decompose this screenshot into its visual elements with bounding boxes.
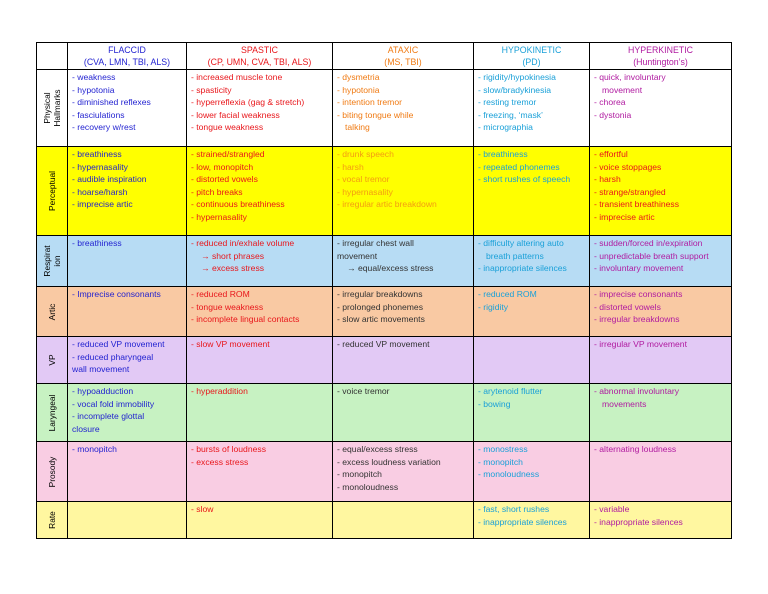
list-item: - vocal fold immobility [72, 398, 155, 409]
list-item: movement [337, 250, 378, 261]
cell-vp-hypo [474, 337, 590, 384]
list-item: - short rushes of speech [478, 174, 571, 185]
list-item: - biting tongue while [337, 109, 414, 120]
row-laryngeal [37, 384, 732, 442]
cell-laryngeal-flaccid [68, 384, 187, 442]
list-item: - breathiness [72, 238, 122, 248]
list-item: - reduced pharyngeal [72, 351, 154, 362]
list-item: - freezing, ‘mask’ [478, 109, 543, 120]
row-label-rate-1: Rate [47, 511, 57, 529]
list-item: - dystonia [594, 109, 632, 120]
list-item: - rigidity/hypokinesia [478, 72, 556, 82]
row-label-rate [37, 502, 68, 539]
list-item: - hypoadduction [72, 386, 134, 396]
header-ataxic [333, 43, 474, 70]
list-item: - hypernasality [72, 161, 128, 172]
row-label-artic [37, 287, 68, 337]
list-item: - hyperaddition [191, 386, 248, 396]
cell-artic-spastic [187, 287, 333, 337]
list-item: - tongue weakness [191, 301, 264, 312]
cell-perceptual-flaccid [68, 147, 187, 236]
row-label-vp-1: VP [47, 354, 57, 366]
list-item: - reduced in/exhale volume [191, 238, 295, 248]
list-item: - harsh [594, 174, 621, 185]
cell-respiration-hypo [474, 236, 590, 287]
list-item: - fasciulations [72, 109, 125, 120]
list-item: talking [345, 122, 370, 133]
list-item: - excess loudness variation [337, 456, 441, 467]
row-artic [37, 287, 732, 337]
list-item: - resting tremor [478, 97, 537, 108]
list-item: - abnormal involuntary [594, 386, 680, 396]
list-item: - strained/strangled [191, 149, 265, 159]
list-item: - imprecise artic [594, 211, 655, 222]
list-item: - micrographia [478, 122, 533, 133]
list-item: - slow [191, 504, 214, 514]
row-label-prosody [37, 442, 68, 502]
row-label-laryngeal-1: Laryngeal [47, 394, 57, 431]
row-label-artic-1: Artic [47, 303, 57, 320]
list-item: - voice stoppages [594, 161, 662, 172]
header-ataxic-title: ATAXIC [387, 45, 419, 55]
cell-laryngeal-spastic [187, 384, 333, 442]
list-item: movements [602, 398, 647, 409]
list-item: - intention tremor [337, 97, 402, 108]
cell-artic-hypo [474, 287, 590, 337]
cell-perceptual-hypo [474, 147, 590, 236]
header-hypo-title: HYPOKINETIC [501, 45, 562, 55]
list-item: - fast, short rushes [478, 504, 550, 514]
list-item: - reduced ROM [191, 289, 250, 299]
list-item: - bowing [478, 398, 511, 409]
list-item: - quick, involuntary [594, 72, 666, 82]
list-item: - monopitch [72, 444, 117, 454]
list-item: - incomplete lingual contacts [191, 314, 300, 325]
list-item: - Imprecise consonants [72, 289, 161, 299]
list-item: - drunk speech [337, 149, 394, 159]
cell-physical-hyper [590, 70, 732, 147]
list-item: - reduced VP movement [337, 339, 430, 349]
list-item: - reduced VP movement [72, 339, 165, 349]
list-item: - hoarse/harsh [72, 186, 128, 197]
list-item: - voice tremor [337, 386, 390, 396]
cell-respiration-spastic [187, 236, 333, 287]
cell-physical-spastic [187, 70, 333, 147]
list-item: - low, monopitch [191, 161, 254, 172]
list-item: - transient breathiness [594, 199, 680, 210]
list-item: - harsh [337, 161, 364, 172]
header-hyper-title: HYPERKINETIC [627, 45, 693, 55]
list-item: - monoloudness [478, 469, 540, 480]
cell-perceptual-hyper [590, 147, 732, 236]
list-item: movement [602, 84, 643, 95]
header-ataxic-sub: (MS, TBI) [384, 57, 422, 67]
list-item: - irregular VP movement [594, 339, 687, 349]
list-item: - imprecise consonants [594, 289, 683, 299]
header-hypo-sub: (PD) [522, 57, 541, 67]
cell-vp-hyper [590, 337, 732, 384]
list-item: - dysmetria [337, 72, 380, 82]
cell-respiration-flaccid [68, 236, 187, 287]
list-item: - distorted vowels [594, 301, 661, 312]
list-item: - rigidity [478, 301, 509, 312]
list-item: - effortful [594, 149, 628, 159]
list-item: - slow/bradykinesia [478, 84, 552, 95]
header-flaccid-sub: (CVA, LMN, TBI, ALS) [83, 57, 171, 67]
row-label-prosody-1: Prosody [47, 456, 57, 487]
list-item: - hypotonia [337, 84, 380, 95]
cell-respiration-hyper [590, 236, 732, 287]
dysarthria-table [36, 42, 732, 539]
list-item: - sudden/forced in/expiration [594, 238, 703, 248]
list-item: - increased muscle tone [191, 72, 283, 82]
cell-rate-hypo [474, 502, 590, 539]
list-item: - lower facial weakness [191, 109, 280, 120]
cell-respiration-ataxic [333, 236, 474, 287]
cell-laryngeal-ataxic [333, 384, 474, 442]
list-item: - monoloudness [337, 481, 399, 492]
list-item: - slow VP movement [191, 339, 270, 349]
header-hyper [590, 43, 732, 70]
row-label-respiration [37, 236, 68, 287]
header-hypo [474, 43, 590, 70]
cell-vp-spastic [187, 337, 333, 384]
cell-artic-hyper [590, 287, 732, 337]
cell-rate-flaccid [68, 502, 187, 539]
list-item: - inappropriate silences [478, 263, 567, 274]
list-item: - irregular breakdowns [594, 314, 680, 325]
list-item: - inappropriate silences [478, 516, 567, 527]
cell-laryngeal-hypo [474, 384, 590, 442]
row-label-vp [37, 337, 68, 384]
row-label-perceptual-1: Perceptual [47, 170, 57, 212]
row-label-respiration-1: Respirat [42, 245, 52, 277]
list-item: - irregular breakdowns [337, 289, 423, 299]
row-label-respiration-2: ion [52, 255, 62, 267]
cell-prosody-ataxic [333, 442, 474, 502]
cell-artic-ataxic [333, 287, 474, 337]
cell-rate-spastic [187, 502, 333, 539]
list-item: - chorea [594, 97, 626, 108]
corner-cell [37, 43, 68, 70]
list-item: - arytenoid flutter [478, 386, 543, 396]
list-item: - equal/excess stress [337, 444, 418, 454]
row-respiration [37, 236, 732, 287]
list-item: - distorted vowels [191, 174, 258, 185]
list-item: - repeated phonemes [478, 161, 560, 172]
list-item: - difficulty altering auto [478, 238, 564, 248]
header-spastic-title: SPASTIC [241, 45, 278, 55]
list-item: - tongue weakness [191, 122, 264, 133]
row-label-perceptual [37, 147, 68, 236]
list-item: - excess stress [191, 456, 249, 467]
list-item: → short phrases [201, 250, 265, 261]
list-item: - reduced ROM [478, 289, 537, 299]
list-item: - continuous breathiness [191, 199, 285, 210]
list-item: - monopitch [478, 456, 523, 467]
row-rate [37, 502, 732, 539]
list-item: - hypotonia [72, 84, 115, 95]
list-item: - irregular artic breakdown [337, 199, 437, 210]
list-item: → excess stress [201, 263, 265, 274]
list-item: breath patterns [486, 250, 544, 261]
row-label-physical-2: Hallmarks [52, 89, 62, 127]
list-item: - pitch breaks [191, 186, 243, 197]
list-item: - slow artic movements [337, 314, 425, 325]
list-item: - spasticity [191, 84, 232, 95]
list-item: - involuntary movement [594, 263, 684, 274]
header-row [37, 43, 732, 70]
row-label-physical-1: Physical [42, 92, 52, 124]
list-item: - strange/strangled [594, 186, 666, 197]
list-item: - bursts of loudness [191, 444, 266, 454]
list-item: - diminished reflexes [72, 97, 151, 108]
cell-physical-hypo [474, 70, 590, 147]
cell-prosody-flaccid [68, 442, 187, 502]
list-item: - monopitch [337, 469, 382, 480]
list-item: - vocal tremor [337, 174, 390, 185]
list-item: - variable [594, 504, 630, 514]
list-item: - breathiness [478, 149, 528, 159]
cell-vp-flaccid [68, 337, 187, 384]
row-label-laryngeal [37, 384, 68, 442]
row-physical [37, 70, 732, 147]
cell-perceptual-ataxic [333, 147, 474, 236]
header-flaccid [68, 43, 187, 70]
row-label-physical [37, 70, 68, 147]
cell-artic-flaccid [68, 287, 187, 337]
list-item: - weakness [72, 72, 116, 82]
cell-laryngeal-hyper [590, 384, 732, 442]
list-item: - inappropriate silences [594, 516, 683, 527]
row-vp [37, 337, 732, 384]
cell-prosody-hyper [590, 442, 732, 502]
cell-rate-ataxic [333, 502, 474, 539]
list-item: closure [72, 423, 100, 434]
list-item: - incomplete glottal [72, 411, 145, 422]
list-item: - audible inspiration [72, 174, 147, 185]
list-item: - hypernasality [337, 186, 393, 197]
list-item: - hypernasality [191, 211, 247, 222]
cell-physical-flaccid [68, 70, 187, 147]
header-flaccid-title: FLACCID [108, 45, 146, 55]
header-spastic-sub: (CP, UMN, CVA, TBI, ALS) [207, 57, 312, 67]
row-prosody [37, 442, 732, 502]
list-item: - irregular chest wall [337, 238, 414, 248]
list-item: - monostress [478, 444, 528, 454]
header-hyper-sub: (Huntington’s) [633, 57, 688, 67]
cell-perceptual-spastic [187, 147, 333, 236]
cell-vp-ataxic [333, 337, 474, 384]
list-item: - prolonged phonemes [337, 301, 423, 312]
list-item: - hyperreflexia (gag & stretch) [191, 97, 305, 108]
list-item: → equal/excess stress [347, 263, 434, 274]
row-perceptual [37, 147, 732, 236]
list-item: - imprecise artic [72, 199, 133, 210]
header-spastic [187, 43, 333, 70]
list-item: - recovery w/rest [72, 122, 136, 133]
list-item: wall movement [72, 364, 130, 375]
cell-prosody-hypo [474, 442, 590, 502]
list-item: - breathiness [72, 149, 122, 159]
cell-physical-ataxic [333, 70, 474, 147]
list-item: - alternating loudness [594, 444, 677, 454]
list-item: - unpredictable breath support [594, 250, 709, 261]
cell-prosody-spastic [187, 442, 333, 502]
cell-rate-hyper [590, 502, 732, 539]
